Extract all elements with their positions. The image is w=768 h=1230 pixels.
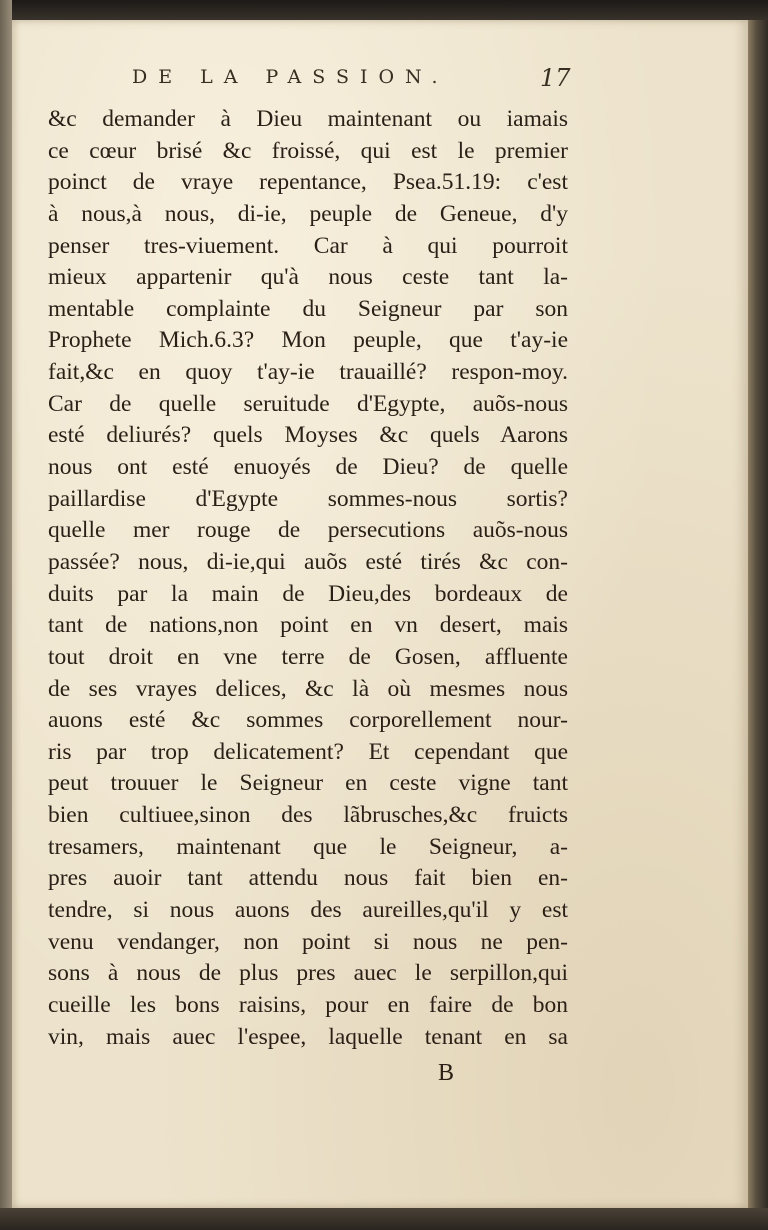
text-line: ce cœur brisé &c froissé, qui est le premier	[48, 137, 568, 164]
text-line: tendre, si nous auons des aureilles,qu'il y est	[48, 897, 568, 924]
scan-left-border	[0, 0, 12, 1230]
body-text	[48, 104, 568, 1053]
text-line: quelle mer rouge de persecutions auõs-nous	[48, 517, 568, 544]
text-line: tant de nations,non point en vn desert, mais	[48, 612, 568, 639]
page-edge-shadow	[748, 20, 768, 1208]
signature-mark: B	[438, 1060, 455, 1086]
text-line: nous ont esté enuoyés de Dieu? de quelle	[48, 454, 568, 481]
text-line: bien cultiuee,sinon des lãbrusches,&c fruicts	[48, 802, 568, 829]
text-line: tout droit en vne terre de Gosen, affluente	[48, 643, 568, 670]
text-line: tresamers, maintenant que le Seigneur, a-	[48, 833, 568, 860]
text-line: duits par la main de Dieu,des bordeaux de	[48, 580, 568, 607]
text-line: mentable complainte du Seigneur par son	[48, 295, 568, 322]
text-line: paillardise d'Egypte sommes-nous sortis?	[48, 485, 568, 512]
text-line: ris par trop delicatement? Et cependant que	[48, 738, 568, 765]
text-line: à nous,à nous, di-ie, peuple de Geneue, d'y	[48, 200, 568, 227]
page-number: 17	[540, 64, 571, 92]
text-line: esté deliurés? quels Moyses &c quels Aarons	[48, 422, 568, 449]
text-line: vin, mais auec l'espee, laquelle tenant en sa	[48, 1023, 568, 1050]
text-line: peut trouuer le Seigneur en ceste vigne tant	[48, 770, 568, 797]
text-line: poinct de vraye repentance, Psea.51.19: c'est	[48, 169, 568, 196]
text-line: de ses vrayes delices, &c là où mesmes nous	[48, 675, 568, 702]
text-line: pres auoir tant attendu nous fait bien en-	[48, 865, 568, 892]
scan-top-border	[0, 0, 768, 22]
running-head: DE LA PASSION.	[132, 66, 449, 88]
text-line: passée? nous, di-ie,qui auõs esté tirés &c con-	[48, 548, 568, 575]
text-line: Prophete Mich.6.3? Mon peuple, que t'ay-ie	[48, 327, 568, 354]
text-line: sons à nous de plus pres auec le serpillon,qui	[48, 960, 568, 987]
text-line: fait,&c en quoy t'ay-ie trauaillé? respon-moy.	[48, 359, 568, 386]
text-line: Car de quelle seruitude d'Egypte, auõs-nous	[48, 390, 568, 417]
text-line: venu vendanger, non point si nous ne pen-	[48, 928, 568, 955]
text-line: mieux appartenir qu'à nous ceste tant la-	[48, 264, 568, 291]
text-line: &c demander à Dieu maintenant ou iamais	[48, 106, 568, 132]
text-line: cueille les bons raisins, pour en faire de bon	[48, 991, 568, 1018]
text-line: penser tres-viuement. Car à qui pourroit	[48, 232, 568, 259]
scan-bottom-border	[0, 1208, 768, 1230]
text-line: auons esté &c sommes corporellement nour-	[48, 707, 568, 734]
